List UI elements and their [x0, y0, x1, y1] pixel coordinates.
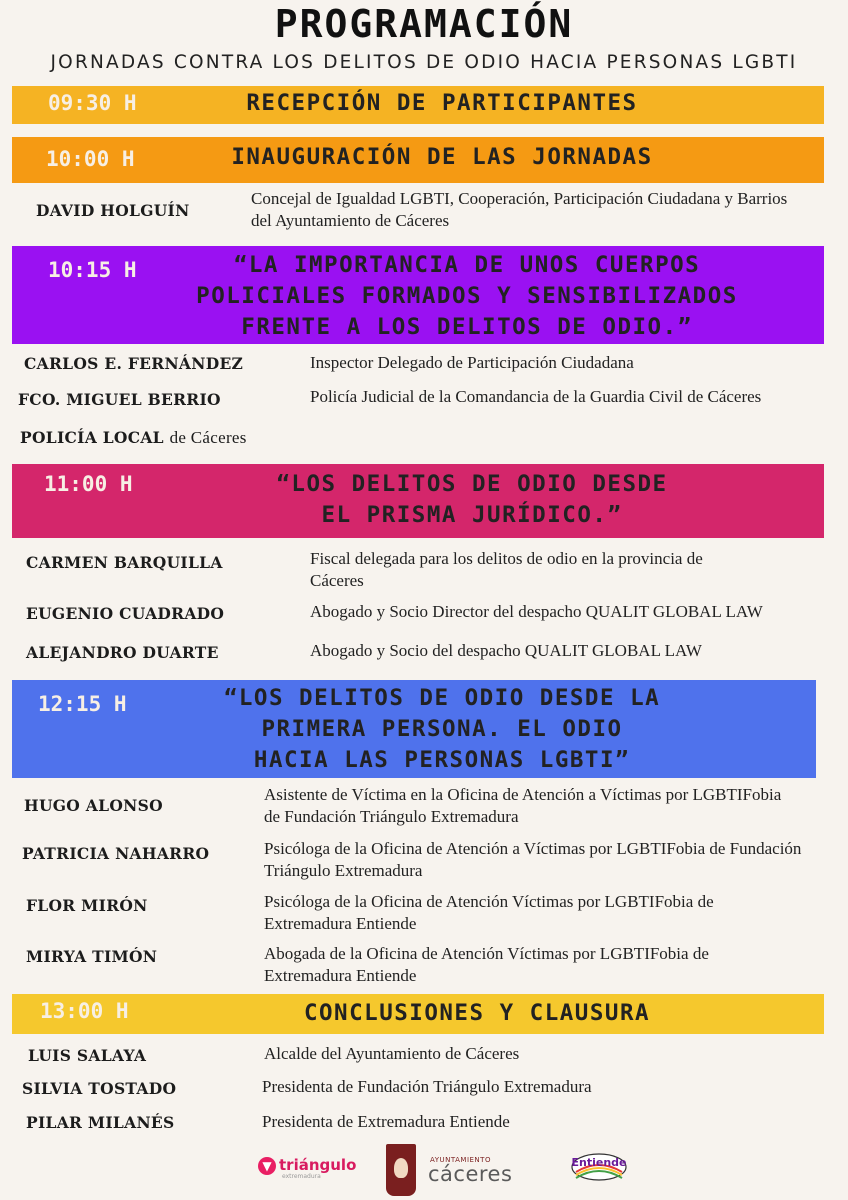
session-heading-line-2: PRIMERA PERSONA. EL ODIO: [261, 716, 623, 742]
speaker-role: Alcalde del Ayuntamiento de Cáceres: [264, 1044, 520, 1063]
speaker-name: FCO. MIGUEL BERRIO: [18, 390, 221, 409]
session-heading-line-2: EL PRISMA JURÍDICO.”: [321, 502, 623, 528]
ayuntamiento-logo-small-text: AYUNTAMIENTO: [430, 1156, 491, 1164]
time-label: 10:15 H: [48, 258, 137, 282]
shield-icon: [386, 1144, 416, 1196]
sponsor-logos: [0, 1140, 848, 1200]
speaker-name: SILVIA TOSTADO: [22, 1079, 177, 1098]
speaker-name: HUGO ALONSO: [24, 796, 163, 815]
speaker-name: [20, 428, 247, 448]
time-label: 10:00 H: [46, 147, 135, 171]
band-cuerpos-policiales: [12, 246, 824, 344]
session-heading-line-1: “LOS DELITOS DE ODIO DESDE LA: [223, 685, 661, 711]
speaker-name: FLOR MIRÓN: [26, 896, 148, 915]
speaker-role: Abogada de la Oficina de Atención Víctimas por LGBTIFobia de Extremadura Entiende: [264, 944, 709, 985]
session-heading-line-3: FRENTE A LOS DELITOS DE ODIO.”: [241, 314, 693, 340]
speaker-role: Policía Judicial de la Comandancia de la Guardia Civil de Cáceres: [310, 387, 762, 406]
speaker-role: Fiscal delegada para los delitos de odio en la provincia de Cáceres: [310, 549, 703, 590]
time-label: 11:00 H: [44, 472, 133, 496]
speaker-name: CARMEN BARQUILLA: [26, 553, 223, 572]
session-heading-line-1: “LA IMPORTANCIA DE UNOS CUERPOS: [233, 252, 701, 278]
speaker-name: PATRICIA NAHARRO: [22, 844, 210, 863]
entiende-logo-icon: [570, 1150, 628, 1182]
page-title: PROGRAMACIÓN: [274, 2, 574, 46]
page-subtitle: JORNADAS CONTRA LOS DELITOS DE ODIO HACIA PERSONAS LGBTI: [50, 52, 798, 73]
speaker-name: PILAR MILANÉS: [26, 1113, 175, 1132]
speaker-role: Inspector Delegado de Participación Ciudadana: [310, 353, 634, 372]
speaker-role: Abogado y Socio del despacho QUALIT GLOBAL LAW: [310, 641, 702, 660]
triangulo-logo-text: triángulo: [279, 1156, 357, 1174]
session-heading-line-3: HACIA LAS PERSONAS LGBTI”: [253, 747, 631, 773]
band-inauguracion: [12, 137, 824, 183]
entiende-logo-text: Entiende: [571, 1156, 627, 1169]
speaker-role: Concejal de Igualdad LGBTI, Cooperación, Participación Ciudadana y Barrios del Ayuntamiento de Cáceres: [251, 189, 788, 230]
time-label: 09:30 H: [48, 91, 137, 115]
session-heading-line-1: “LOS DELITOS DE ODIO DESDE: [276, 471, 668, 497]
speaker-role: Presidenta de Extremadura Entiende: [262, 1112, 510, 1131]
speaker-role: Psicóloga de la Oficina de Atención Víctimas por LGBTIFobia de Extremadura Entiende: [264, 892, 714, 933]
triangulo-logo: [258, 1156, 357, 1180]
session-heading: CONCLUSIONES Y CLAUSURA: [303, 1000, 651, 1026]
speaker-name: ALEJANDRO DUARTE: [26, 643, 219, 662]
speaker-name: LUIS SALAYA: [28, 1046, 147, 1065]
triangulo-logo-subtext: extremadura: [282, 1173, 321, 1180]
speaker-role: Presidenta de Fundación Triángulo Extremadura: [262, 1077, 592, 1096]
session-heading-line-2: POLICIALES FORMADOS Y SENSIBILIZADOS: [196, 283, 738, 309]
session-heading: INAUGURACIÓN DE LAS JORNADAS: [231, 144, 653, 170]
time-label: 13:00 H: [40, 999, 129, 1023]
ayuntamiento-logo-text: cáceres: [428, 1162, 513, 1186]
speaker-name-text: POLICÍA LOCAL: [20, 428, 164, 447]
band-primera-persona: [12, 680, 816, 778]
band-prisma-juridico: [12, 464, 824, 538]
speaker-role: de Cáceres: [169, 428, 247, 447]
time-label: 12:15 H: [38, 692, 127, 716]
speaker-role: Psicóloga de la Oficina de Atención a Víctimas por LGBTIFobia de Fundación Triángulo Extremadura: [264, 839, 802, 880]
speaker-name: MIRYA TIMÓN: [26, 947, 158, 966]
session-heading: RECEPCIÓN DE PARTICIPANTES: [246, 90, 638, 116]
band-clausura: [12, 994, 824, 1034]
triangulo-icon: ▼: [258, 1157, 276, 1175]
speaker-name: CARLOS E. FERNÁNDEZ: [24, 354, 244, 373]
speaker-name: DAVID HOLGUÍN: [36, 201, 190, 220]
band-recepcion: [12, 86, 824, 124]
speaker-role: Abogado y Socio Director del despacho QUALIT GLOBAL LAW: [310, 602, 763, 621]
speaker-name: EUGENIO CUADRADO: [26, 604, 225, 623]
speaker-role: Asistente de Víctima en la Oficina de Atención a Víctimas por LGBTIFobia de Fundación Triángulo Extremadura: [264, 785, 782, 826]
